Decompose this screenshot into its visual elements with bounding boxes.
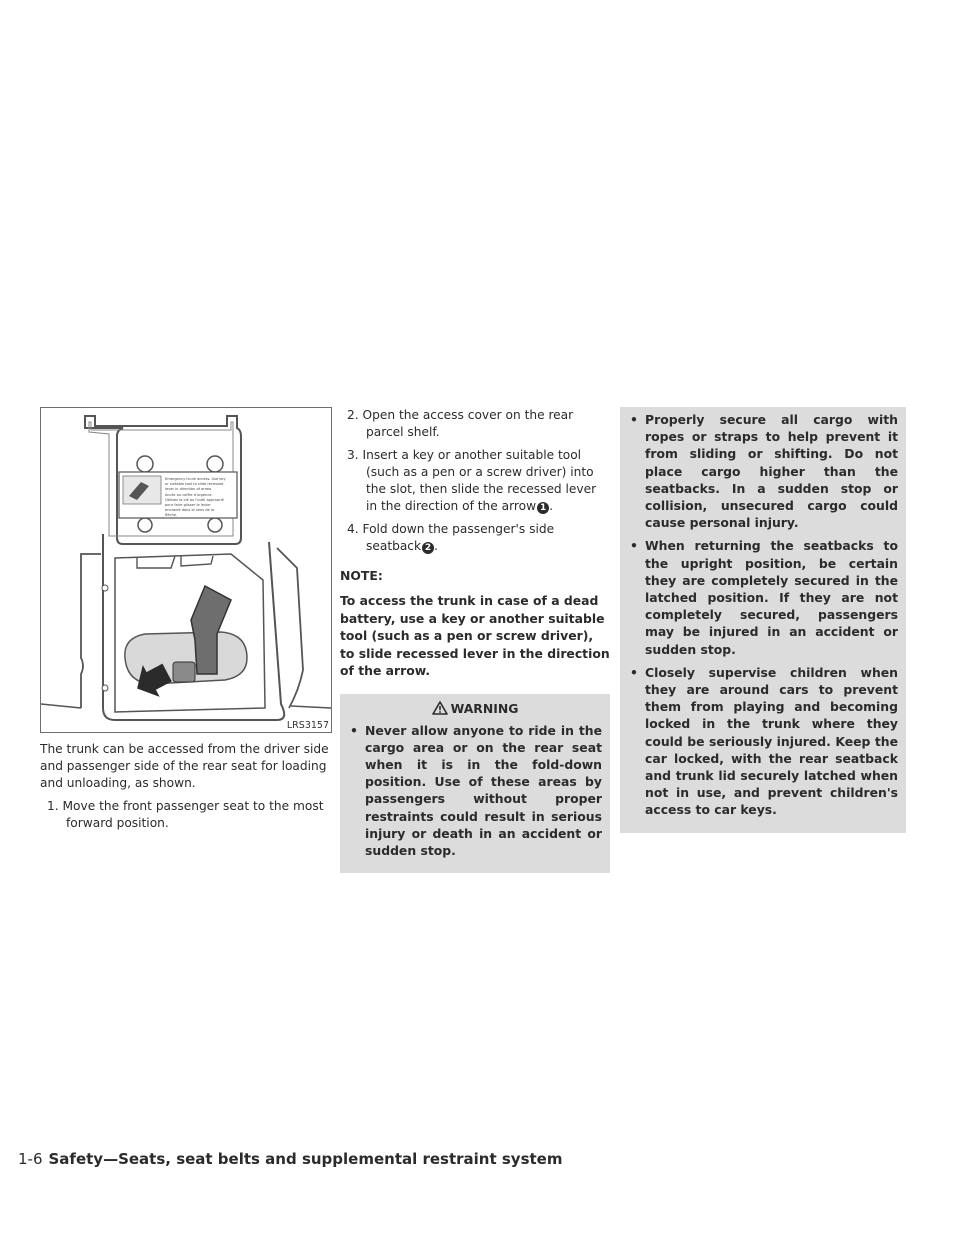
warning-list-part2 xyxy=(620,409,906,819)
steps-list-part1 xyxy=(40,798,332,832)
note-text: To access the trunk in case of a dead battery, use a key or another suitable tool (such as a pen or screw driver), to slide recessed lever in the direction of the arrow. xyxy=(340,593,610,678)
step-4: 4. Fold down the passenger's side seatback 2 . xyxy=(347,522,555,553)
warning-item-4: • Closely supervise children when they are around cars to prevent them from playing and becoming locked in the trunk where they could be seriously injured. Keep the car locked, with the rear seatback and trunk lid securely latched when not in use, and prevent children's access to car keys. xyxy=(626,664,898,819)
warning-box xyxy=(340,694,610,874)
step-3: 3. Insert a key or another suitable tool (such as a pen or a screw driver) into the slot, then slide the recessed lever in the direction of the arrow 1 . xyxy=(347,448,597,513)
warning-item-1: • Never allow anyone to ride in the cargo area or on the rear seat when it is in the fold-down position. Use of these areas by passengers without proper restraints could result in serious injury or death in an accident or sudden stop. xyxy=(346,722,602,860)
warning-heading: WARNING xyxy=(340,698,610,722)
page-footer xyxy=(18,1150,562,1168)
page-number: 1-6 xyxy=(18,1150,43,1168)
svg-text:pour faire glisser le levier: pour faire glisser le levier xyxy=(165,503,211,507)
steps-list-part2 xyxy=(340,407,610,555)
right-column xyxy=(620,407,906,833)
middle-column xyxy=(340,407,610,873)
left-column xyxy=(40,407,332,838)
warning-list-part1 xyxy=(340,722,610,860)
svg-text:flèche.: flèche. xyxy=(165,513,178,517)
step-1: 1. Move the front passenger seat to the most forward position. xyxy=(47,799,324,830)
note-heading: NOTE: xyxy=(340,568,383,583)
warning-box-continued xyxy=(620,407,906,833)
svg-text:Utilisez la clé ou l'outil app: Utilisez la clé ou l'outil approprié xyxy=(165,498,224,502)
svg-text:lever in direction of arrow: lever in direction of arrow xyxy=(165,487,212,491)
warning-triangle-icon xyxy=(432,700,448,722)
warning-item-3: • When returning the seatbacks to the upright position, be certain they are completely secured in the latched position. If they are not completely secured, passengers may be injured in an accident or sudden stop. xyxy=(626,537,898,657)
svg-text:Emergency trunk access. Use ke: Emergency trunk access. Use key xyxy=(165,477,226,481)
step-2: 2. Open the access cover on the rear parcel shelf. xyxy=(347,408,574,439)
intro-paragraph: The trunk can be accessed from the driver side and passenger side of the rear seat for loading and unloading, as shown. xyxy=(40,742,329,790)
callout-2-icon: 2 xyxy=(422,542,434,554)
svg-text:Accès au coffre d'urgence.: Accès au coffre d'urgence. xyxy=(165,493,213,497)
warning-item-2: • Properly secure all cargo with ropes or straps to help prevent it from sliding or shifting. Do not place cargo higher than the seatbacks. In a sudden stop or collision, unsecured cargo could cause personal injury. xyxy=(626,411,898,531)
svg-text:encastré dans le sens de la: encastré dans le sens de la xyxy=(165,508,215,512)
figure-code: LRS3157 xyxy=(286,720,329,731)
trunk-access-illustration xyxy=(40,407,332,733)
svg-text:or suitable tool to slide rece: or suitable tool to slide recessed xyxy=(165,482,224,486)
section-title: Safety—Seats, seat belts and supplemental restraint system xyxy=(48,1150,563,1168)
callout-1-icon: 1 xyxy=(537,502,549,514)
access-cover-drawing xyxy=(41,408,331,732)
